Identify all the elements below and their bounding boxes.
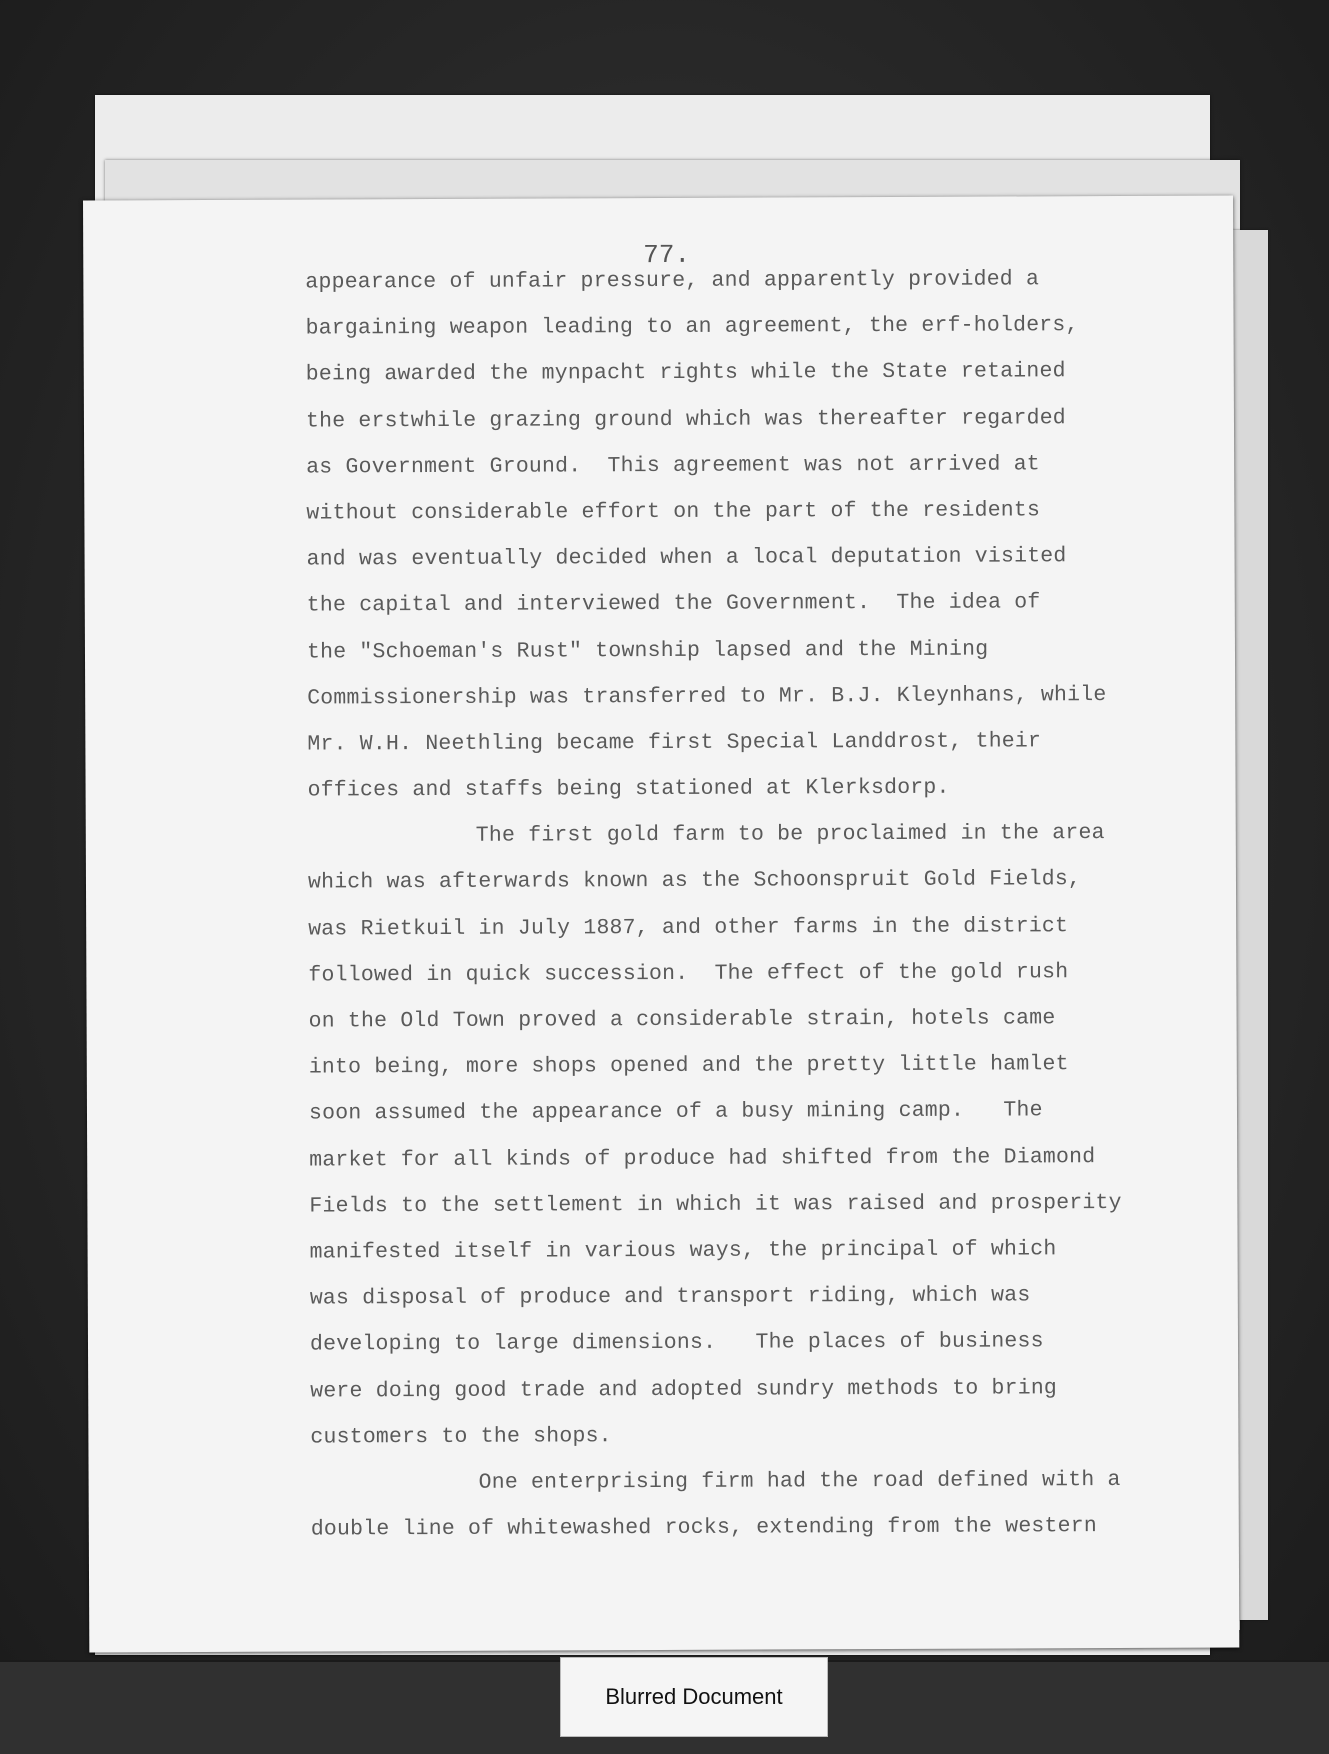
text-line: were doing good trade and adopted sundry methods to bring [310,1375,1058,1404]
text-line: Commissionership was transferred to Mr. B.J. Kleynhans, while [307,682,1107,711]
text-line: which was afterwards known as the Schoonspruit Gold Fields, [307,867,1082,895]
text-line: was Rietkuil in July 1887, and other farms in the district [308,913,1069,942]
text-line: and was eventually decided when a local deputation visited [306,544,1067,572]
document-label-text: Blurred Document [605,1684,783,1709]
text-line: into being, more shops opened and the pretty little hamlet [308,1052,1069,1080]
text-line: One enterprising firm had the road defined with a [478,1467,1121,1495]
text-line: soon assumed the appearance of a busy mining camp. The [308,1098,1043,1126]
text-line: the "Schoeman's Rust" township lapsed and the Mining [306,637,989,665]
text-line: Fields to the settlement in which it was raised and prosperity [309,1190,1122,1219]
text-line: manifested itself in various ways, the principal of which [309,1237,1057,1265]
text-line: developing to large dimensions. The places of business [309,1329,1044,1357]
text-line: customers to the shops. [310,1423,612,1450]
text-line: Mr. W.H. Neethling became first Special Landdrost, their [307,729,1042,757]
document-page [83,195,1239,1652]
text-line: offices and staffs being stationed at Klerksdorp. [307,775,950,803]
text-line: without considerable effort on the part of the residents [306,498,1041,526]
text-line: on the Old Town proved a considerable strain, hotels came [308,1006,1056,1034]
body-text [305,256,1191,1553]
page-number: 77. [643,239,691,271]
text-line: market for all kinds of produce had shifted from the Diamond [309,1144,1096,1173]
text-line: the erstwhile grazing ground which was thereafter regarded [305,405,1066,434]
text-line: double line of whitewashed rocks, extending from the western [310,1514,1097,1542]
text-line: was disposal of produce and transport riding, which was [309,1283,1031,1311]
text-line: appearance of unfair pressure, and apparently provided a [305,267,1040,295]
text-line: as Government Ground. This agreement was not arrived at [306,452,1040,480]
text-line: followed in quick succession. The effect of the gold rush [308,960,1069,988]
text-line: bargaining weapon leading to an agreement, the erf-holders, [305,313,1079,341]
text-line: The first gold farm to be proclaimed in the area [475,821,1105,849]
document-label [560,1657,828,1737]
text-line: the capital and interviewed the Government. The idea of [306,590,1041,618]
text-line: being awarded the mynpacht rights while the State retained [305,359,1066,387]
